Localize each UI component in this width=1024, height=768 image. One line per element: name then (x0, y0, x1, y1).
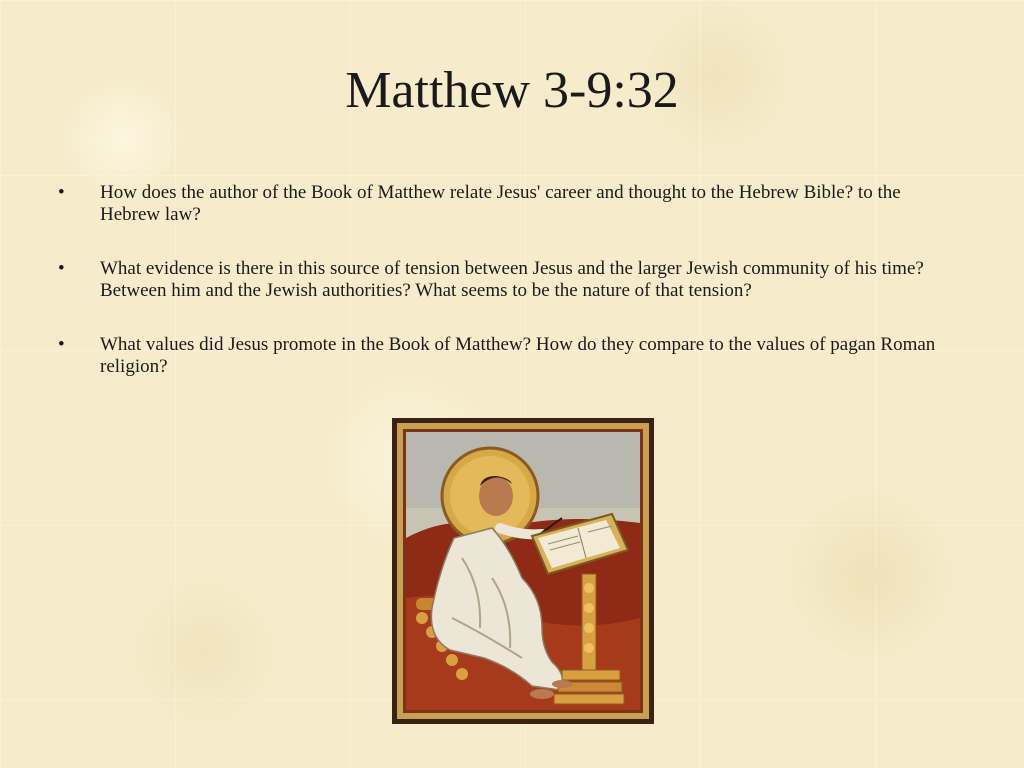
bullet-marker: • (58, 182, 65, 203)
bullet-text: What evidence is there in this source of tension between Jesus and the larger Jewish community of his time? Between him and the Jewish authorities? What seems to be the nature of that tension? (100, 258, 924, 301)
evangelist-miniature-image (392, 418, 654, 724)
bullet-item (58, 334, 958, 378)
bullet-list (58, 182, 958, 410)
bullet-text: How does the author of the Book of Matthew relate Jesus' career and thought to the Hebrew Bible? to the Hebrew law? (100, 182, 901, 225)
bullet-item (58, 182, 958, 226)
bullet-item (58, 258, 958, 302)
bullet-marker: • (58, 334, 65, 355)
bullet-marker: • (58, 258, 65, 279)
bullet-text: What values did Jesus promote in the Book of Matthew? How do they compare to the values of pagan Roman religion? (100, 334, 936, 377)
slide-title: Matthew 3-9:32 (345, 62, 679, 119)
